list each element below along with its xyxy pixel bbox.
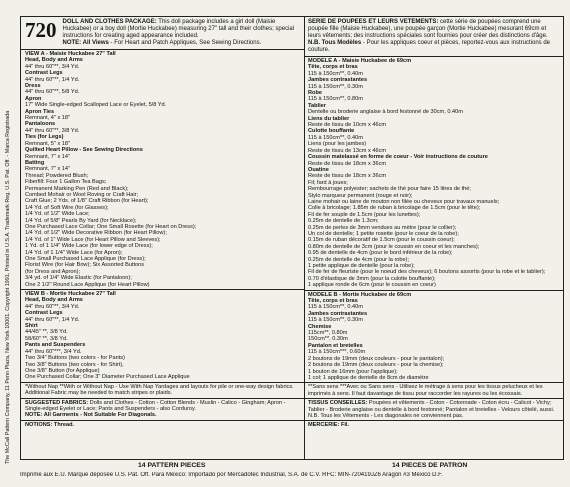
garments-note: NOTE: All Garments - Not Suitable For Diagonals.: [25, 412, 157, 419]
list-item: 1/4 Yd. of 1/2" Wide Lace;: [25, 211, 90, 218]
list-item: Two 3/4" Buttons (two colors - for Pants): [25, 355, 125, 362]
list-item: Contrast Legs: [25, 310, 63, 317]
list-item: MODELE B - Mortie Huckabee de 69cm: [308, 291, 412, 298]
list-item: (for Dress and Apron);: [25, 268, 81, 275]
list-item: 17" Wide Single-edged Scalloped Lace or Eyelet, 5/8 Yd.: [25, 102, 167, 109]
list-item: 1/4 Yd. of 1 1/4" Wide Lace (for Apron);: [25, 249, 123, 256]
list-item: Rembourrage polyester; sachets de thé pour faire 15 litres de thé;: [308, 186, 471, 193]
list-item: MODELE A - Maisie Huckabee de 69cm: [308, 58, 412, 64]
list-item: One 3/8" Button (for Applique): [25, 367, 100, 374]
list-item: One Purchased Lace Collar; One Small Rosette (for Heart on Dress);: [25, 223, 197, 230]
list-item: Shirt: [25, 323, 38, 330]
list-item: 44" thru 60"**, 3/4 Yd.: [25, 63, 80, 70]
list-item: Pants and Suspenders: [25, 342, 86, 349]
list-item: Apron: [25, 95, 42, 102]
list-item: Pantalon et bretelles: [308, 342, 363, 349]
list-item: Contrast Legs: [25, 70, 63, 77]
list-item: 2 boutons de 19mm (deux couleurs - pour la chemise);: [308, 362, 444, 369]
list-item: 1 petite applique de dentelle (pour la robe);: [308, 263, 415, 269]
model-b-section: [304, 291, 563, 384]
list-item: 44" thru 60"**, 5/8 Yd.: [25, 89, 80, 96]
notes-line-fr: [308, 40, 559, 54]
list-item: Head, Body and Arms: [25, 57, 83, 64]
list-item: 115 à 150cm**, 0.40m: [308, 134, 363, 141]
nap-text-fr: **Sans sens ***Avec ou Sans sens - Utilisez le métrage à sens pour les tissus pelucheux et les imprimés à sens. Il faut davantage de tissu pour raccorder les rayures ou les écossais.: [308, 384, 543, 397]
nap-text: *Without Nap **With or Without Nap - Use With Nap Yardages and layouts for pile or one-way design fabrics. Additional Fabric may be needed to match stripes or plaids.: [25, 383, 294, 397]
fabrics-label: SUGGESTED FABRICS:: [25, 399, 89, 406]
list-item: Remnant, 7" x 14": [25, 153, 71, 160]
list-item: 0.25m de perles de 3mm vendues au mètre (pour le collier);: [308, 224, 457, 231]
list-item: Jambes contrastantes: [308, 77, 368, 84]
suggested-fabrics: [21, 399, 304, 421]
tissus-conseilles: [304, 399, 563, 421]
list-item: Un col de dentelle; 1 petite rosette (pour le coeur de la robe);: [308, 230, 459, 237]
import-info: Imprimé aux E.U. Marque déposée U.S. Pat. Off. Para México: Importado por Mercadotec Industrial, S.A. de C.V. RFC: MIN-720419JZ6 Aragón #3 México D.F.: [20, 472, 443, 478]
fabrics-text-fr: Poupées et vêtements - Coton - Cotonnade - Coton écru - Calicot - Vichy; Tablier - Broderie anglaise ou dentelle à bord festonné; Pantalon et bretelles - Velours côtelé, aussi. N.B. Tous les Vêtements - Les diagonales ne conviennent pas.: [308, 400, 555, 419]
notions-label: NOTIONS: Thread.: [25, 421, 75, 428]
list-item: Liens (pour les jambes): [308, 141, 367, 148]
list-item: 1/4 Yd. of 1/2" Wide Decorative Ribbon (for Heart Pillow);: [25, 230, 167, 237]
list-item: 1/4 Yd. of 5/8" Pearls By Yard (for Necklace);: [25, 217, 137, 224]
french-intro: [304, 17, 563, 57]
intro-text-fr: cette série de poupées comprend une poupée fille (Maisie Huckabee), une poupée garçon (Mortie Huckabee) mesurant 69cm et leurs vêtements; des instructions spéciales sont fournies pour créer des distinctions d'âge.: [308, 19, 548, 39]
list-item: 44" thru 60"**, 3/8 Yd.: [25, 127, 80, 134]
mercerie-label: MERCERIE: Fil.: [308, 422, 350, 429]
list-item: 1 bouton de 16mm (pour l'applique);: [308, 368, 398, 375]
list-item: Culotte bouffante: [308, 128, 355, 135]
list-item: Remnant, 5" x 18": [25, 140, 71, 147]
list-item: Two 3/8" Buttons (two colors - for Shirt),: [25, 361, 124, 368]
list-item: One Small Purchased Lace Applique (for Dress);: [25, 256, 146, 262]
list-item: Batting: [25, 159, 45, 166]
list-item: 115 à 150cm**, 0.40m: [308, 70, 363, 77]
list-item: 0.95 de dentelle de 4cm (pour le bord inférieur de la robe);: [308, 250, 453, 257]
list-item: Liens du tablier: [308, 115, 350, 122]
list-item: Dentelle ou broderie anglaise à bord festonné de 30cm, 0.40m: [308, 109, 463, 116]
list-item: 44" thru 60"**, 1/4 Yd.: [25, 316, 80, 323]
list-item: 3/4 yd. of 1/4" Wide Elastic (for Pantaloon);: [25, 275, 132, 282]
notions: [21, 421, 304, 429]
list-item: Fiberfill: Four 1 Gallon Tea Bags;: [25, 179, 107, 186]
pattern-pieces-count: 14 PATTERN PIECES: [138, 462, 206, 469]
side-copyright: [2, 22, 14, 464]
list-item: 0.25m de dentelle de 1.3cm;: [308, 218, 379, 225]
list-item: 115 à 150cm**, 0.30m: [308, 317, 363, 324]
list-item: Ties (for Legs): [25, 134, 64, 141]
intro-title: DOLL AND CLOTHES PACKAGE:: [62, 19, 157, 25]
pattern-pieces-count-fr: 14 PIECES DE PATRON: [392, 462, 468, 469]
view-a-section: [21, 50, 304, 290]
nap-note: [21, 383, 304, 399]
model-a-section: [304, 57, 563, 291]
list-item: 150cm**, 0.30m: [308, 336, 348, 343]
intro-title-fr: SERIE DE POUPEES ET LEURS VETEMENTS:: [308, 19, 439, 25]
list-item: Reste de tissu de 13cm x 46cm: [308, 147, 387, 154]
list-item: 44" thru 60"**, 3/4 Yd.: [25, 303, 80, 310]
list-item: Reste de tissu de 18cm x 36cm: [308, 160, 387, 167]
list-item: 44/45" **, 3/8 Yd.: [25, 329, 68, 336]
list-item: 115 à 150cm**, 0.30m: [308, 83, 363, 90]
list-item: Laine mohair ou laine de mouton non filée ou cheveux pour travaux manuels;: [308, 198, 500, 205]
list-item: 115 à 150cm***, 0.60m: [308, 349, 366, 356]
list-item: Permanent Marking Pen (Red and Black);: [25, 185, 129, 192]
list-item: One Purchased Collar; One 3" Diameter Purchased Lace Applique: [25, 374, 190, 381]
list-item: 0.80m de dentelle de 3cm (pour le coussin en coeur et les manches);: [308, 243, 480, 250]
list-item: Head, Body and Arms: [25, 297, 83, 304]
list-item: Remnant, 4" x 18": [25, 115, 71, 122]
english-intro: [21, 17, 304, 50]
list-item: 0.15m de ruban décoratif de 1.5cm (pour le coussin coeur);: [308, 237, 455, 244]
list-item: Fil; fard à joues;: [308, 179, 348, 186]
list-item: VIEW A - Maisie Huckabee 27" Tall: [25, 51, 116, 57]
list-item: Florist Wire (for Hair Bow); Six Assorted Buttons: [25, 262, 145, 269]
list-item: Chemise: [308, 323, 332, 330]
list-item: Tablier: [308, 102, 326, 109]
list-item: 1 Yd. of 1 1/4" Wide Lace (for lower edge of Dress);: [25, 243, 153, 250]
intro-text: This doll package includes a girl doll (Maisie Huckabee) or a boy doll (Mortie Huckabee) measuring 27" tall and their clothes; special instructions for creating aged appearance included.: [62, 19, 295, 39]
notes-text: - For Heart and Patch Appliques, See Sewing Directions.: [108, 40, 262, 46]
list-item: Fil de fer de fleuriste (pour le noeud des cheveux); 6 boutons assortis (pour la robe et le tablier);: [308, 269, 546, 276]
list-item: Pantaloons: [25, 121, 56, 128]
side-copyright-text: The McCall Pattern Company, 11 Penn Plaza, New York 10001. Copyright 1991, Printed in U.S.A. Trademark Reg. U.S. Pat. Off. - Marca Registrada: [5, 110, 11, 464]
list-item: Tête, corps et bras: [308, 64, 358, 71]
list-item: Fil de fer souple de 1.5cm (pour les lunettes);: [308, 211, 421, 218]
list-item: 2 boutons de 19mm (deux couleurs - pour le pantalon);: [308, 355, 445, 362]
list-item: 44" thru 60"***, 3/4 Yd.: [25, 348, 82, 355]
fabrics-text: Dolls and Clothes - Cotton - Cotton Blends - Muslin - Calico - Gingham; Apron - Single-edged Eyelet or Lace; Pants and Suspenders - also Corduroy.: [25, 399, 286, 412]
list-item: VIEW B - Mortie Huckabee 27" Tall: [25, 291, 116, 298]
list-item: 58/60" **, 3/8 Yd.: [25, 335, 68, 342]
list-item: 44" thru 60"**, 1/4 Yd.: [25, 76, 80, 83]
notes-line: [25, 40, 300, 47]
list-item: Combed Mohair or Wool Roving or Craft Hair;: [25, 191, 139, 198]
list-item: 115 à 150cm**, 0.40m: [308, 304, 363, 311]
list-item: Tête, corps et bras: [308, 298, 358, 305]
notes-label-fr: N.B. Tous Modèles: [308, 40, 362, 46]
notes-text-fr: - Pour les appliques coeur et pièces, reportez-vous aux instructions de couture.: [308, 40, 550, 53]
list-item: 0.70 d'élastique de 3mm (pour la culotte bouffante);: [308, 275, 436, 282]
list-item: Reste de tissu de 18cm x 36cm: [308, 173, 387, 180]
list-item: Remnant, 7" x 14": [25, 166, 71, 173]
list-item: Craft Glue; 2 Yds. of 1/8" Craft Ribbon (for Heart);: [25, 198, 149, 205]
pattern-number: 720: [25, 18, 57, 42]
list-item: Stylo marqueur permanent (rouge et noir);: [308, 192, 413, 199]
list-item: 1 col; 1 applique de dentelle de 8cm de diamètre: [308, 374, 429, 381]
list-item: One 2 1/2" Round Lace Applique (for Heart Pillow): [25, 281, 150, 288]
list-item: Reste de tissu de 10cm x 46cm: [308, 122, 387, 129]
nap-note-fr: [304, 383, 563, 399]
list-item: Dress: [25, 83, 41, 90]
french-panel: [304, 16, 564, 460]
english-panel: [20, 16, 305, 460]
list-item: Coussin matelassé en forme de coeur - Voir instructions de couture: [308, 154, 488, 161]
list-item: Colle à bricolage; 1.85m de ruban à bricolage de 1.5cm (pour le tête);: [308, 205, 481, 212]
list-item: Thread; Powdered Blush;: [25, 172, 89, 179]
list-item: 0.25m de dentelle de 4cm (pour la robe);: [308, 256, 410, 263]
list-item: 1/4 Yd. of Soft Wire (for Glasses);: [25, 204, 109, 211]
view-b-section: [21, 290, 304, 383]
list-item: Jambes contrastantes: [308, 310, 368, 317]
list-item: 115 à 150cm**, 0.80m: [308, 96, 363, 103]
list-item: Ouatine: [308, 166, 329, 173]
list-item: 1/4 Yd. of 1" Wide Lace (for Heart Pillow and Sleeves);: [25, 236, 161, 243]
mercerie: [304, 421, 563, 429]
list-item: Quilted Heart Pillow - See Sewing Directions: [25, 147, 143, 154]
list-item: Apron Ties: [25, 108, 55, 115]
list-item: 1 applique ronde de 6cm (pour le coussin en coeur): [308, 282, 436, 289]
fabrics-label-fr: TISSUS CONSEILLES:: [308, 400, 368, 407]
list-item: Robe: [308, 90, 322, 97]
notes-label: NOTE: All Views: [62, 40, 109, 46]
list-item: 115cm**, 0.80m: [308, 330, 348, 337]
